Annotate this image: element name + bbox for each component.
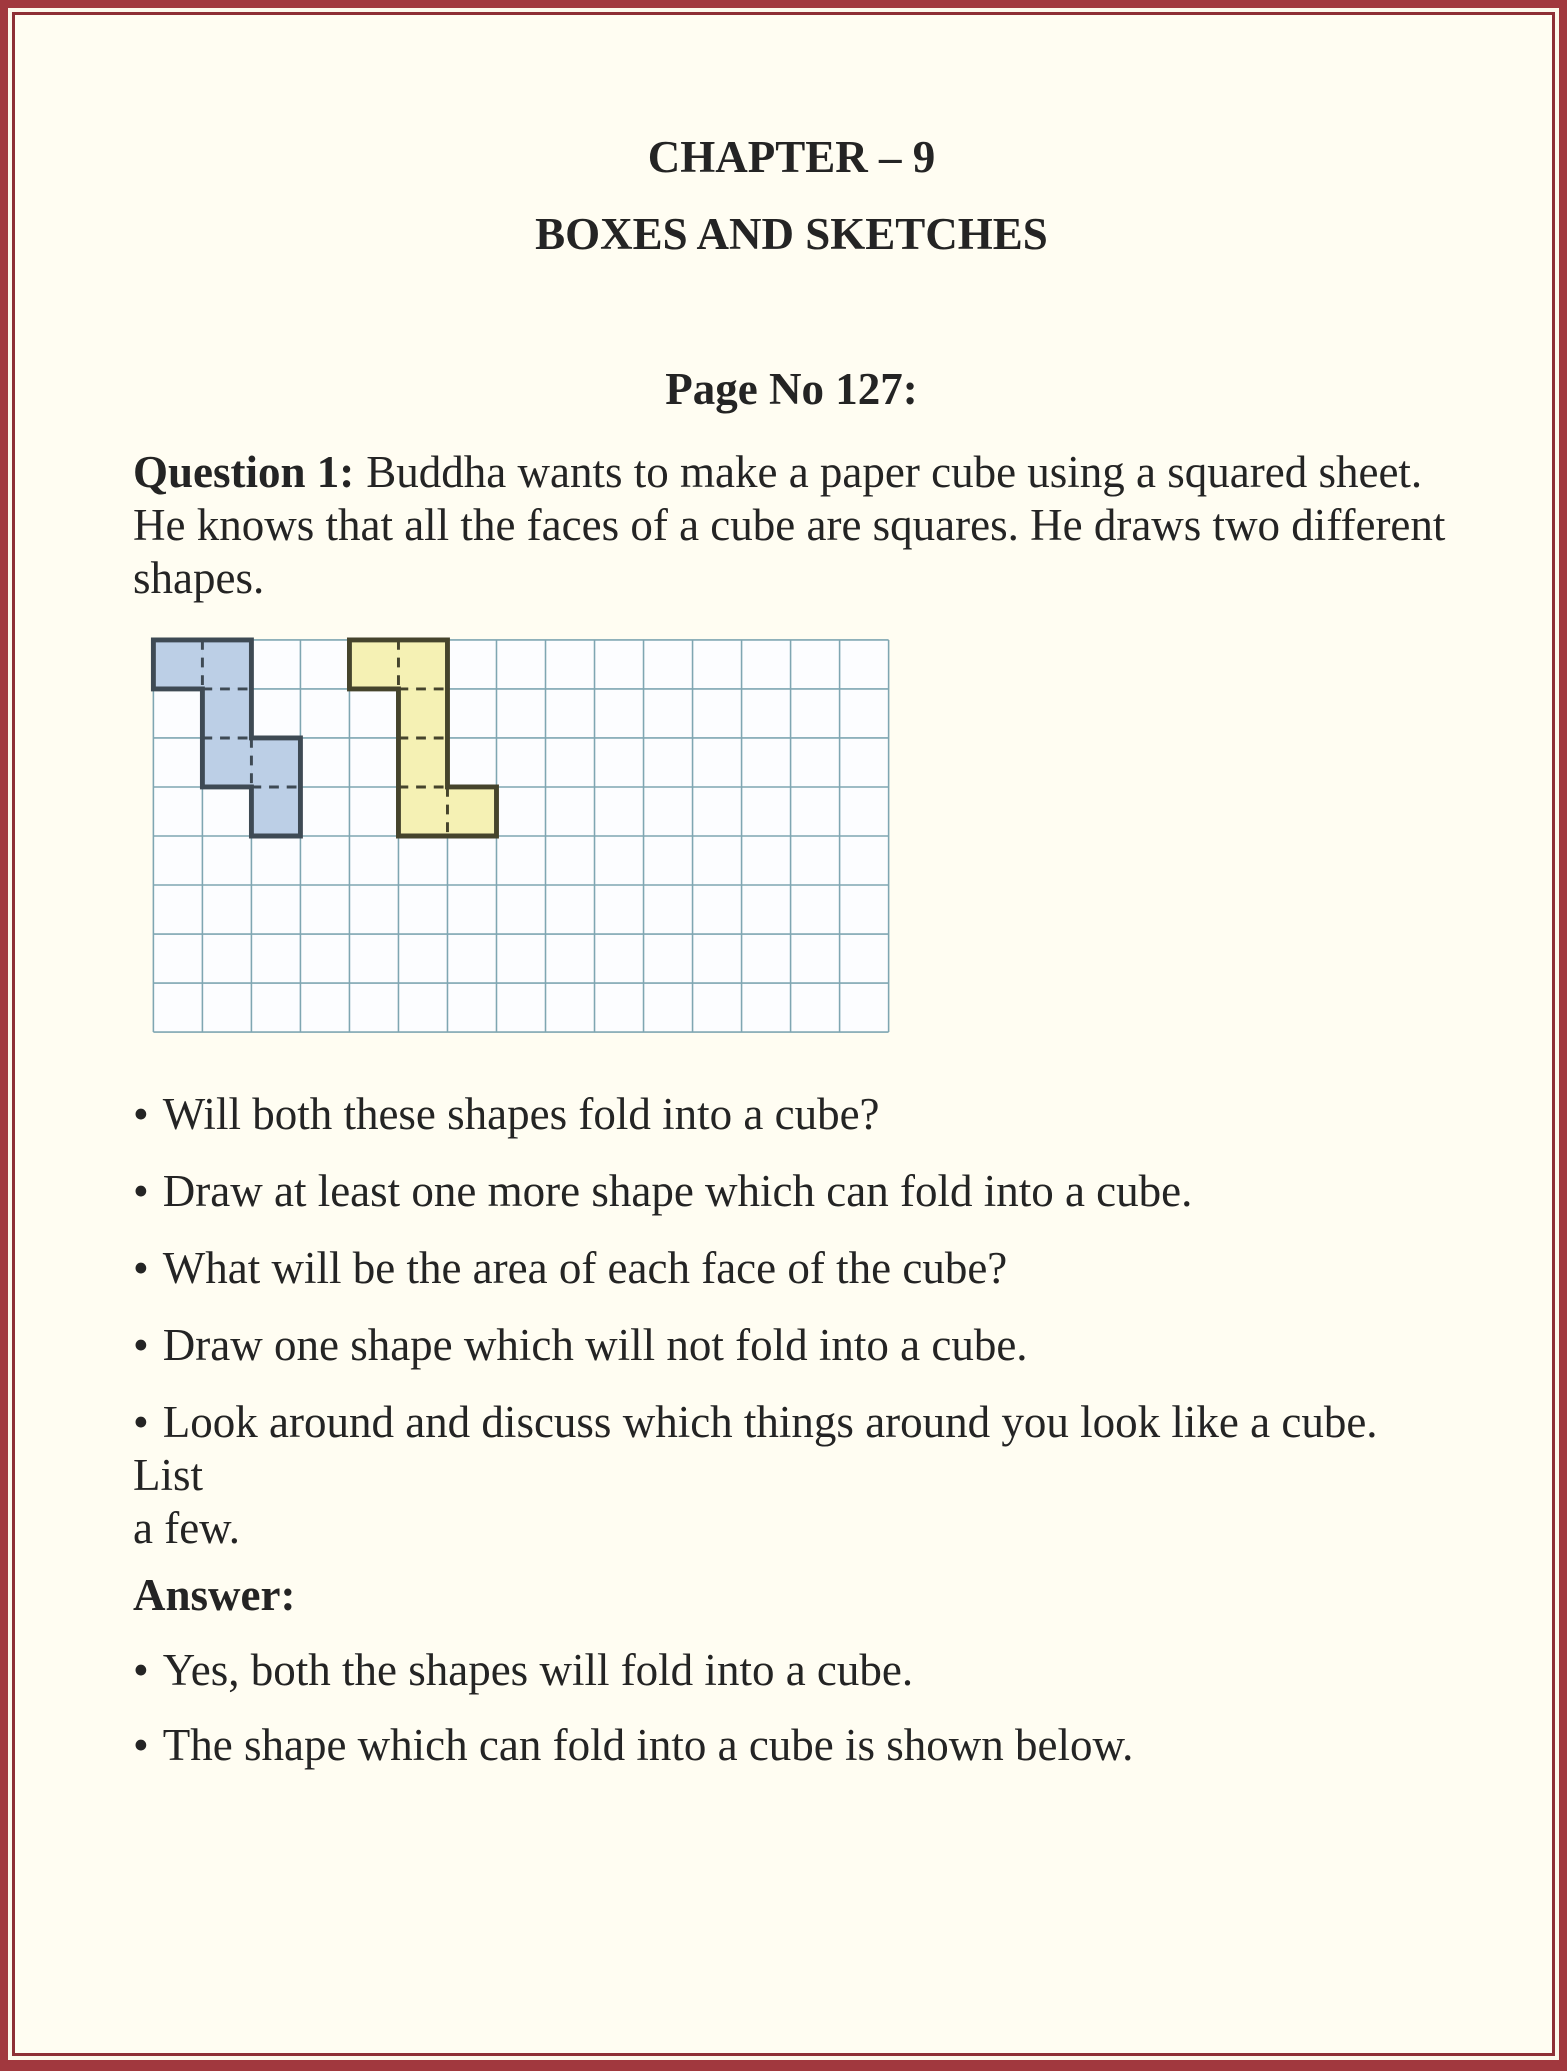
- bullet-dot: •: [133, 1166, 149, 1216]
- question-text-line1: Buddha wants to make a paper cube using a squared sheet.: [366, 447, 1423, 497]
- question-text-line2: He knows that all the faces of a cube are squares. He draws two different: [133, 500, 1446, 550]
- bullet-dot: •: [133, 1720, 149, 1770]
- bullet-text-continuation: a few.: [133, 1503, 241, 1553]
- answer-text: The shape which can fold into a cube is shown below.: [162, 1720, 1134, 1770]
- answer-bullet: [133, 1644, 1450, 1697]
- question-bullet: [133, 1319, 1450, 1372]
- bullet-text: Draw at least one more shape which can fold into a cube.: [162, 1166, 1193, 1216]
- bullet-text: What will be the area of each face of the cube?: [162, 1243, 1008, 1293]
- chapter-subtitle: BOXES AND SKETCHES: [535, 209, 1048, 259]
- answer-label: Answer:: [133, 1570, 296, 1620]
- page-number-heading: Page No 127:: [665, 364, 918, 414]
- question-bullet: [133, 1242, 1450, 1295]
- page-content: [15, 131, 1552, 1772]
- question-bullet: [133, 1396, 1450, 1555]
- bullet-dot: •: [133, 1645, 149, 1695]
- question-intro: [133, 446, 1450, 605]
- answer-bullet: [133, 1719, 1450, 1772]
- bullet-dot: •: [133, 1320, 149, 1370]
- answer-text: Yes, both the shapes will fold into a cube.: [162, 1645, 914, 1695]
- question-label: Question 1:: [133, 447, 355, 497]
- bullet-text: Look around and discuss which things around you look like a cube. List: [133, 1397, 1378, 1500]
- bullet-text: Will both these shapes fold into a cube?: [162, 1089, 880, 1139]
- bullet-dot: •: [133, 1089, 149, 1139]
- figure-wrap: [150, 637, 1450, 1062]
- chapter-title: CHAPTER – 9: [647, 132, 936, 182]
- question-text-line3: shapes.: [133, 553, 265, 603]
- bullet-dot: •: [133, 1397, 149, 1447]
- question-bullet: [133, 1088, 1450, 1141]
- question-bullet: [133, 1165, 1450, 1218]
- page-sheet: [12, 12, 1555, 2056]
- bullet-text: Draw one shape which will not fold into a cube.: [162, 1320, 1028, 1370]
- squared-sheet-figure: [150, 637, 892, 1035]
- bullet-dot: •: [133, 1243, 149, 1293]
